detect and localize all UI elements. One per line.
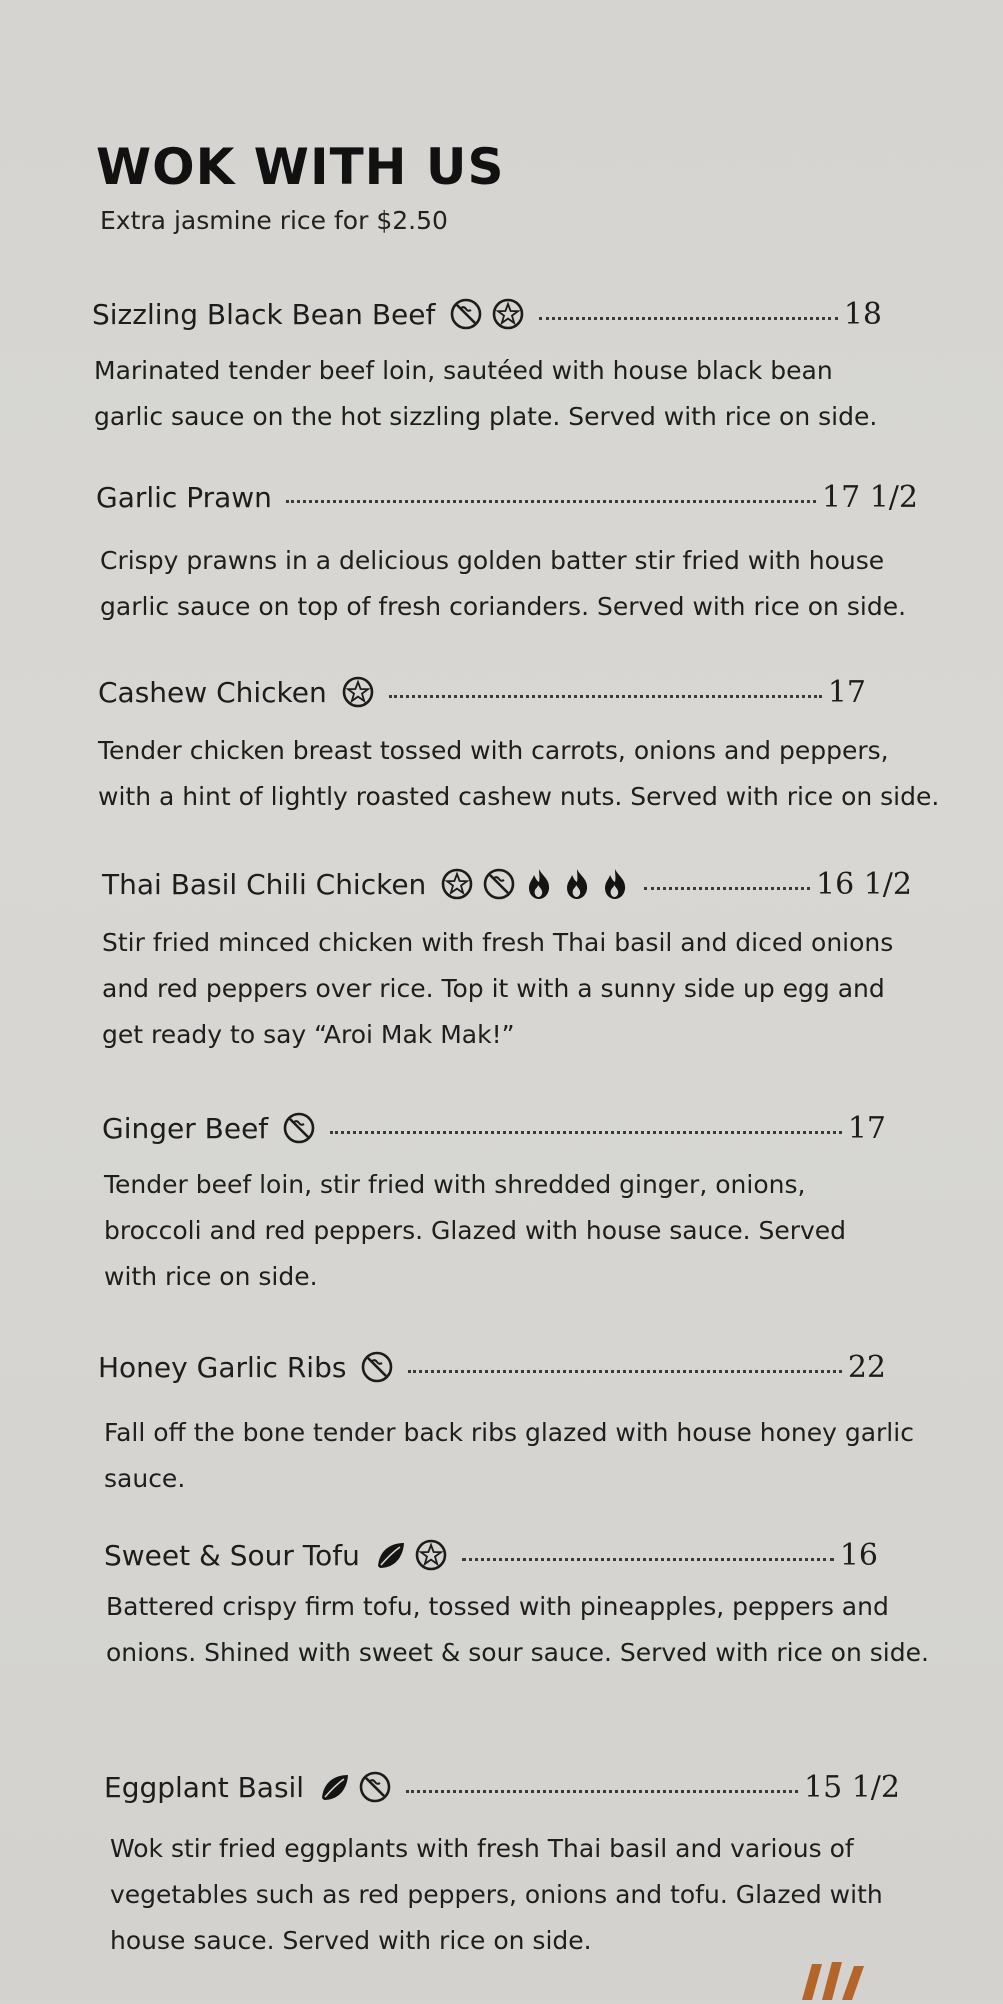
description-line: broccoli and red peppers. Glazed with house sauce. Served [104,1216,847,1245]
description-line: onions. Shined with sweet & sour sauce. Served with rice on side. [106,1638,929,1667]
menu-item-price: 22 [847,1349,886,1385]
spicy-flame-icon [524,867,554,901]
menu-item-price: 17 [847,1110,886,1146]
dotted-leader [408,1370,841,1373]
menu-item-description [98,728,939,820]
description-line: with a hint of lightly roasted cashew nuts. Served with rice on side. [98,782,940,811]
menu-item-price: 15 1/2 [804,1769,900,1805]
chef-recommended-star-icon [414,1538,448,1572]
menu-item-name: Ginger Beef [102,1111,269,1145]
gluten-free-icon [360,1350,394,1384]
menu-item-description [94,348,877,440]
gluten-free-icon [449,297,483,331]
menu-item-header [104,1765,900,1809]
dietary-icons [374,1538,448,1572]
vegetarian-leaf-icon [374,1538,406,1572]
chef-recommended-star-icon [491,297,525,331]
dietary-icons [360,1350,394,1384]
dotted-leader [539,317,837,320]
dietary-icons [282,1111,316,1145]
description-line: Fall off the bone tender back ribs glazed with house honey garlic [104,1418,914,1447]
dotted-leader [389,695,822,698]
menu-item-name: Honey Garlic Ribs [98,1350,347,1384]
dotted-leader [644,887,810,890]
chef-recommended-star-icon [341,675,375,709]
description-line: Tender beef loin, stir fried with shredded ginger, onions, [104,1170,806,1199]
menu-item-name: Cashew Chicken [98,675,327,709]
menu-item-header [104,1533,878,1577]
menu-item-name: Eggplant Basil [104,1770,305,1804]
gluten-free-icon [358,1770,392,1804]
description-line: Battered crispy firm tofu, tossed with pineapples, peppers and [106,1592,889,1621]
description-line: house sauce. Served with rice on side. [110,1926,592,1955]
menu-item-name: Garlic Prawn [96,480,272,514]
section-subtitle: Extra jasmine rice for $2.50 [100,206,448,235]
spicy-flame-icon [600,867,630,901]
dotted-leader [286,500,816,503]
dietary-icons [341,675,375,709]
menu-item-price: 17 [827,674,866,710]
description-line: and red peppers over rice. Top it with a sunny side up egg and [102,974,885,1003]
section-title: WOK WITH US [96,138,505,196]
dotted-leader [462,1558,834,1561]
description-line: with rice on side. [104,1262,318,1291]
description-line: Tender chicken breast tossed with carrots, onions and peppers, [98,736,889,765]
gluten-free-icon [482,867,516,901]
description-line: Stir fried minced chicken with fresh Thai basil and diced onions [102,928,894,957]
menu-item-name: Sweet & Sour Tofu [104,1538,360,1572]
dotted-leader [330,1131,842,1134]
menu-item-price: 17 1/2 [822,479,918,515]
vegetarian-leaf-icon [318,1770,350,1804]
description-line: Wok stir fried eggplants with fresh Thai basil and various of [110,1834,854,1863]
description-line: vegetables such as red peppers, onions and tofu. Glazed with [110,1880,883,1909]
menu-item-price: 16 [839,1537,878,1573]
menu-item-description [102,920,893,1058]
description-line: Crispy prawns in a delicious golden batter stir fried with house [100,546,885,575]
menu-item-name: Thai Basil Chili Chicken [102,867,427,901]
menu-item-header [96,475,918,519]
menu-item-price: 16 1/2 [816,866,912,902]
spicy-flame-icon [562,867,592,901]
menu-item-header [98,1345,886,1389]
menu-item-description [104,1162,846,1300]
description-line: garlic sauce on top of fresh corianders. Served with rice on side. [100,592,907,621]
menu-item-description [104,1410,914,1502]
description-line: Marinated tender beef loin, sautéed with house black bean [94,356,833,385]
chef-recommended-star-icon [440,867,474,901]
menu-item-description [106,1584,929,1676]
menu-item-header [102,1106,886,1150]
menu-item-header [102,862,912,906]
brand-logo-icon [796,1958,906,2004]
menu-item-price: 18 [843,296,882,332]
dietary-icons [449,297,525,331]
dietary-icons [318,1770,392,1804]
menu-item-name: Sizzling Black Bean Beef [92,297,436,331]
dotted-leader [406,1790,798,1793]
description-line: garlic sauce on the hot sizzling plate. Served with rice on side. [94,402,878,431]
menu-item-description [110,1826,883,1964]
description-line: sauce. [104,1464,186,1493]
gluten-free-icon [282,1111,316,1145]
dietary-icons [440,867,630,901]
description-line: get ready to say “Aroi Mak Mak!” [102,1020,515,1049]
menu-item-header [92,292,882,336]
menu-item-description [100,538,906,630]
menu-item-header [98,670,866,714]
